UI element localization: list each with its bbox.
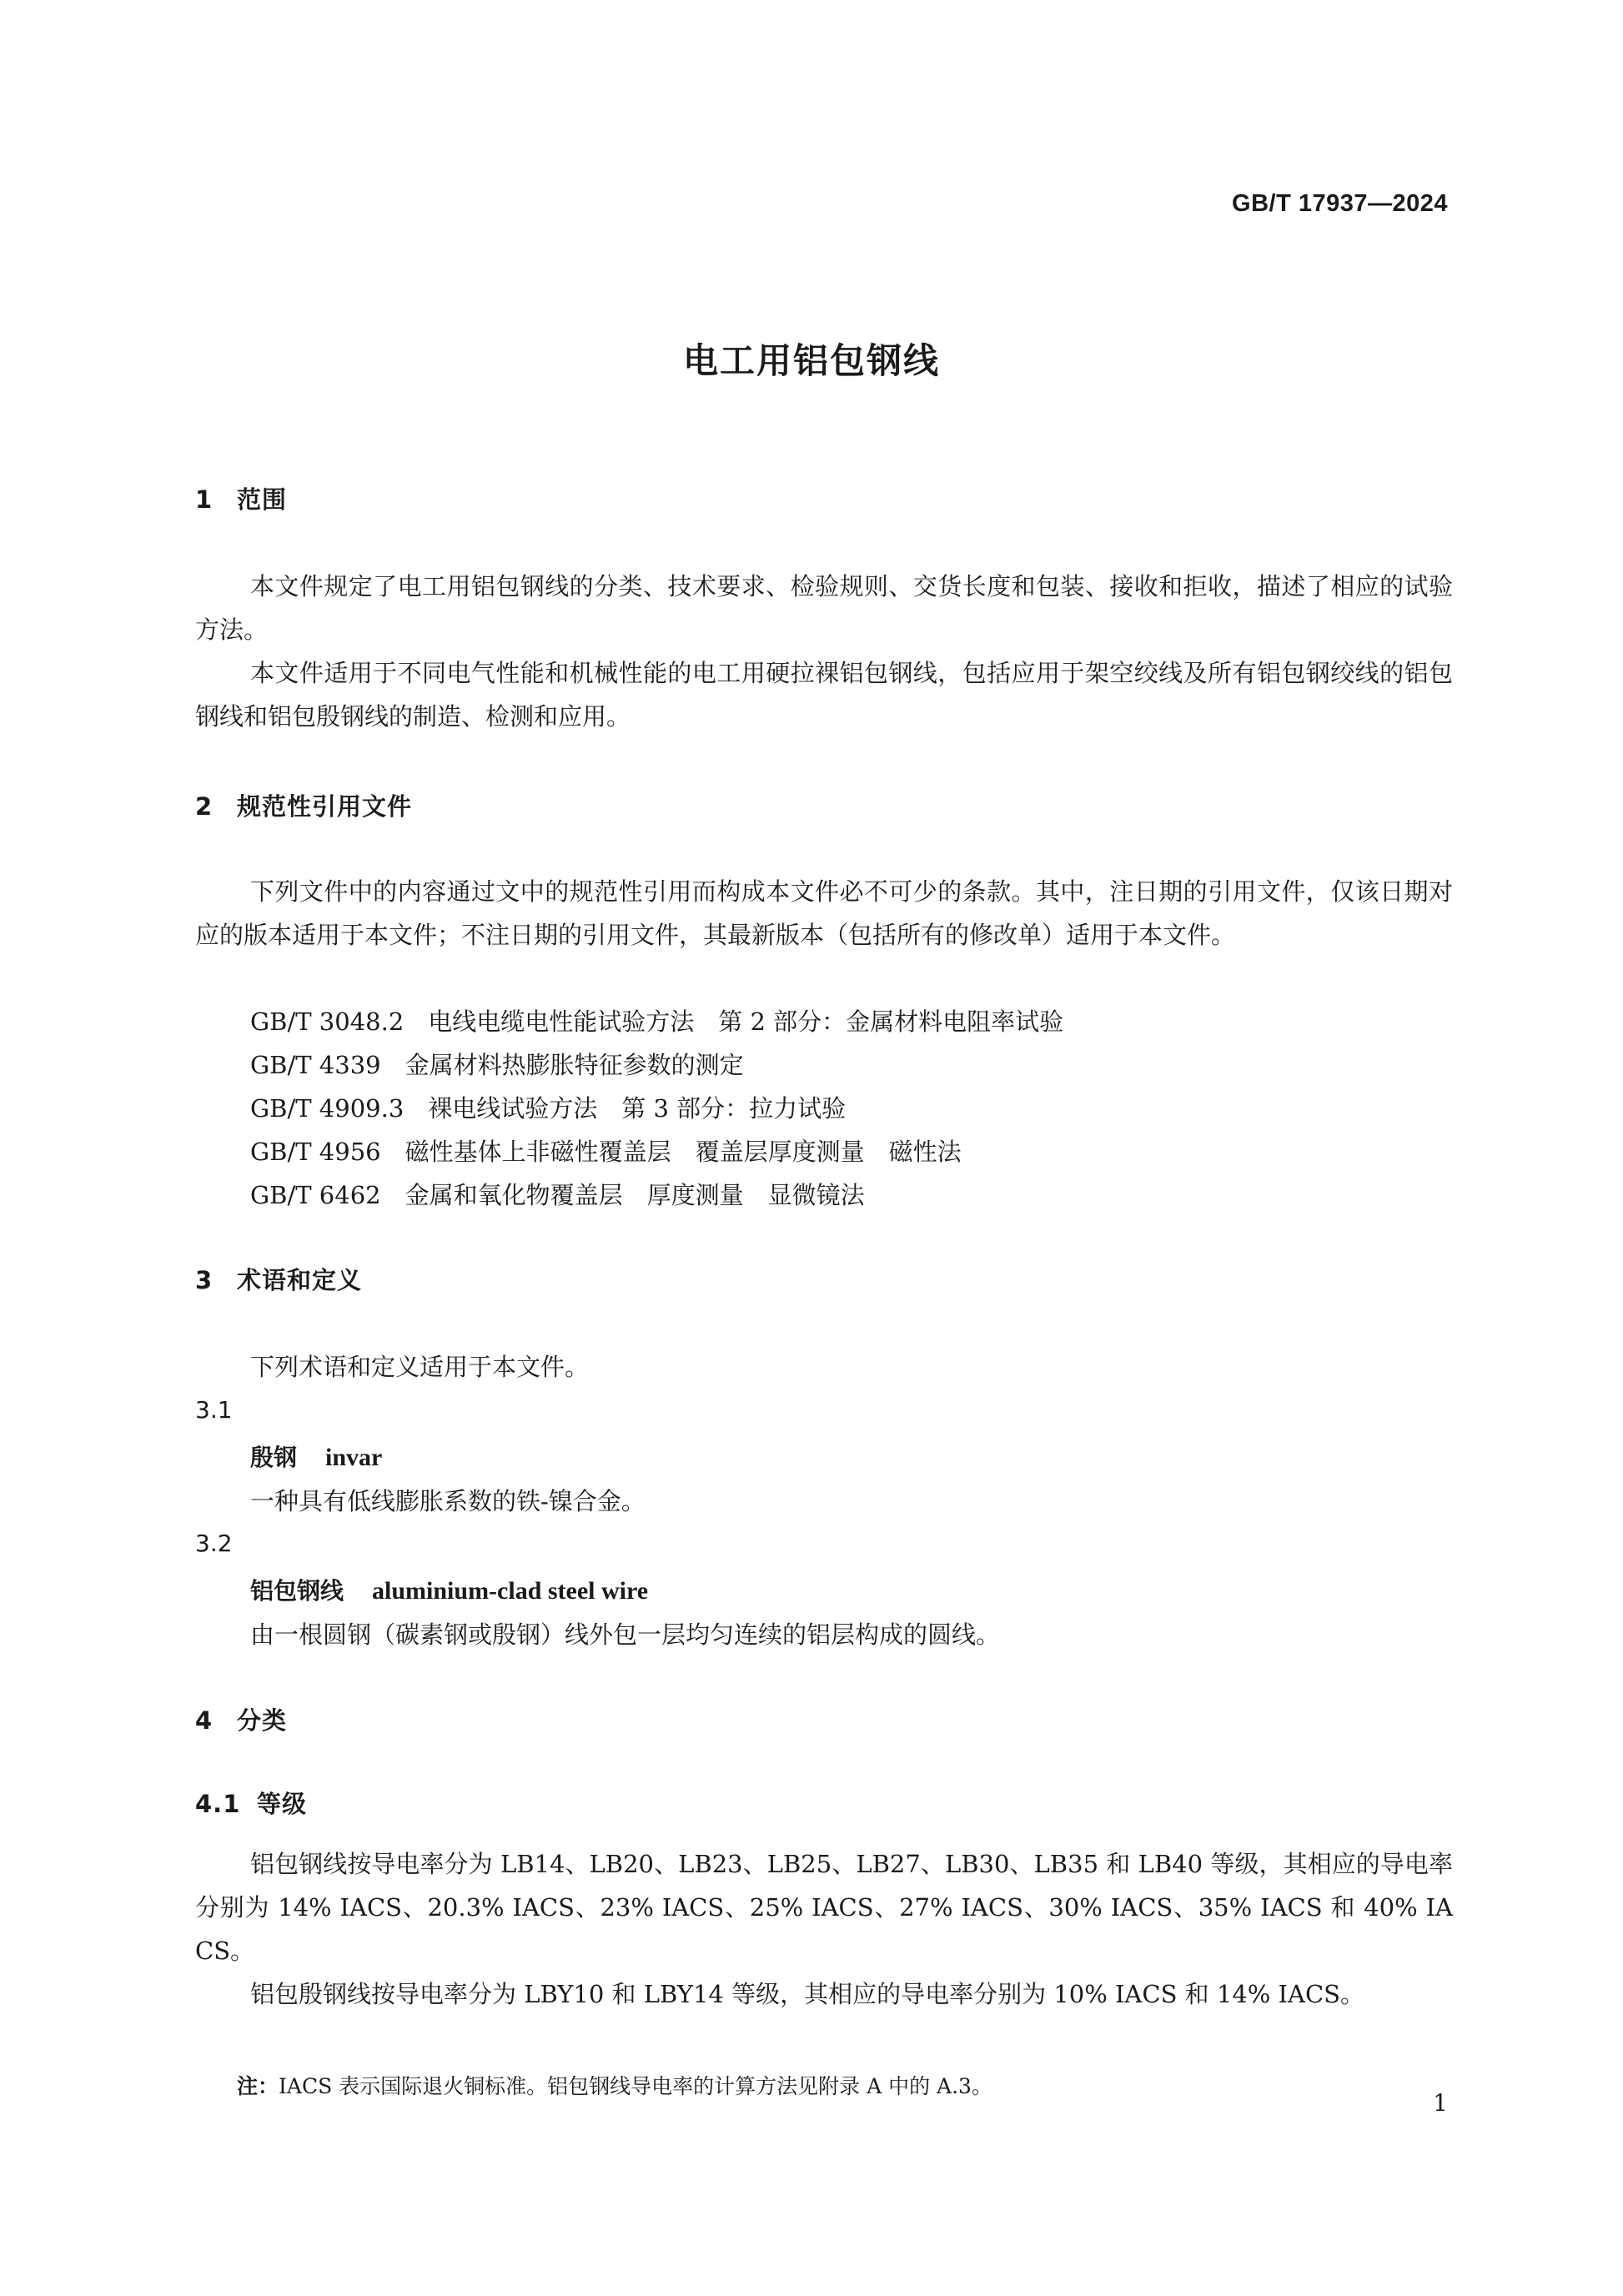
note bbox=[195, 2070, 1495, 2100]
term-definition: 一种具有低线膨胀系数的铁-镍合金。 bbox=[250, 1487, 646, 1515]
subsection-title: 等级 bbox=[257, 1790, 308, 1818]
normative-reference: GB/T 4956 磁性基体上非磁性覆盖层 覆盖层厚度测量 磁性法 bbox=[250, 1138, 962, 1166]
document-title: 电工用铝包钢线 bbox=[682, 340, 940, 381]
section-2-heading bbox=[195, 788, 1453, 822]
section-3-heading bbox=[195, 1262, 1453, 1296]
section-title: 规范性引用文件 bbox=[237, 792, 413, 821]
scope-paragraph-2: 本文件适用于不同电气性能和机械性能的电工用硬拉裸铝包钢线，包括应用于架空绞线及所有铝包钢绞线的铝包钢线和铝包殷钢线的制造、检测和应用。 bbox=[195, 659, 1453, 731]
normative-reference: GB/T 3048.2 电线电缆电性能试验方法 第 2 部分：金属材料电阻率试验 bbox=[250, 1007, 1064, 1036]
subsection-number: 4.1 bbox=[195, 1790, 241, 1818]
term-en: aluminium-clad steel wire bbox=[372, 1577, 649, 1605]
normative-reference: GB/T 4909.3 裸电线试验方法 第 3 部分：拉力试验 bbox=[250, 1094, 847, 1123]
section-title: 分类 bbox=[237, 1706, 288, 1735]
section-title: 术语和定义 bbox=[237, 1266, 363, 1294]
term-heading bbox=[195, 1573, 1508, 1606]
standard-number: GB/T 17937—2024 bbox=[1232, 190, 1448, 217]
grade-paragraph-2: 铝包殷钢线按导电率分为 LBY10 和 LBY14 等级，其相应的导电率分别为 10% IACS 和 14% IACS。 bbox=[250, 1980, 1364, 2008]
note-text: IACS 表示国际退火铜标准。铝包钢线导电率的计算方法见附录 A 中的 A.3。 bbox=[279, 2074, 992, 2098]
normative-intro: 下列文件中的内容通过文中的规范性引用而构成本文件必不可少的条款。其中，注日期的引用文件，仅该日期对应的版本适用于本文件；不注日期的引用文件，其最新版本（包括所有的修改单）适用于本文件。 bbox=[195, 877, 1453, 949]
page-number: 1 bbox=[1433, 2089, 1448, 2117]
section-number: 3 bbox=[195, 1266, 214, 1294]
term-zh: 殷钢 bbox=[250, 1444, 298, 1471]
section-title: 范围 bbox=[237, 485, 288, 514]
section-number: 1 bbox=[195, 485, 214, 514]
section-4-heading bbox=[195, 1702, 1453, 1736]
term-heading bbox=[195, 1439, 1508, 1473]
term-definition: 由一根圆钢（碳素钢或殷钢）线外包一层均匀连续的铝层构成的圆线。 bbox=[250, 1620, 1001, 1649]
term-number: 3.2 bbox=[195, 1530, 233, 1557]
term-en: invar bbox=[325, 1444, 383, 1471]
term-zh: 铝包钢线 bbox=[250, 1577, 344, 1605]
normative-reference: GB/T 4339 金属材料热膨胀特征参数的测定 bbox=[250, 1051, 744, 1079]
section-number: 2 bbox=[195, 792, 214, 821]
subsection-4-1-heading bbox=[195, 1786, 1453, 1820]
section-number: 4 bbox=[195, 1706, 214, 1735]
term-number: 3.1 bbox=[195, 1396, 233, 1424]
grade-paragraph-1: 铝包钢线按导电率分为 LB14、LB20、LB23、LB25、LB27、LB30、LB35 和 LB40 等级，其相应的导电率分别为 14% IACS、20.3% IACS、23% IACS、25% IACS、27% IACS、30% IACS、35% IACS 和 40% IACS。 bbox=[195, 1850, 1453, 1965]
terms-intro: 下列术语和定义适用于本文件。 bbox=[250, 1353, 590, 1381]
section-1-heading bbox=[195, 481, 1453, 515]
normative-reference: GB/T 6462 金属和氧化物覆盖层 厚度测量 显微镜法 bbox=[250, 1181, 865, 1209]
note-label: 注： bbox=[237, 2074, 279, 2098]
scope-paragraph-1: 本文件规定了电工用铝包钢线的分类、技术要求、检验规则、交货长度和包装、接收和拒收，描述了相应的试验方法。 bbox=[195, 572, 1453, 644]
